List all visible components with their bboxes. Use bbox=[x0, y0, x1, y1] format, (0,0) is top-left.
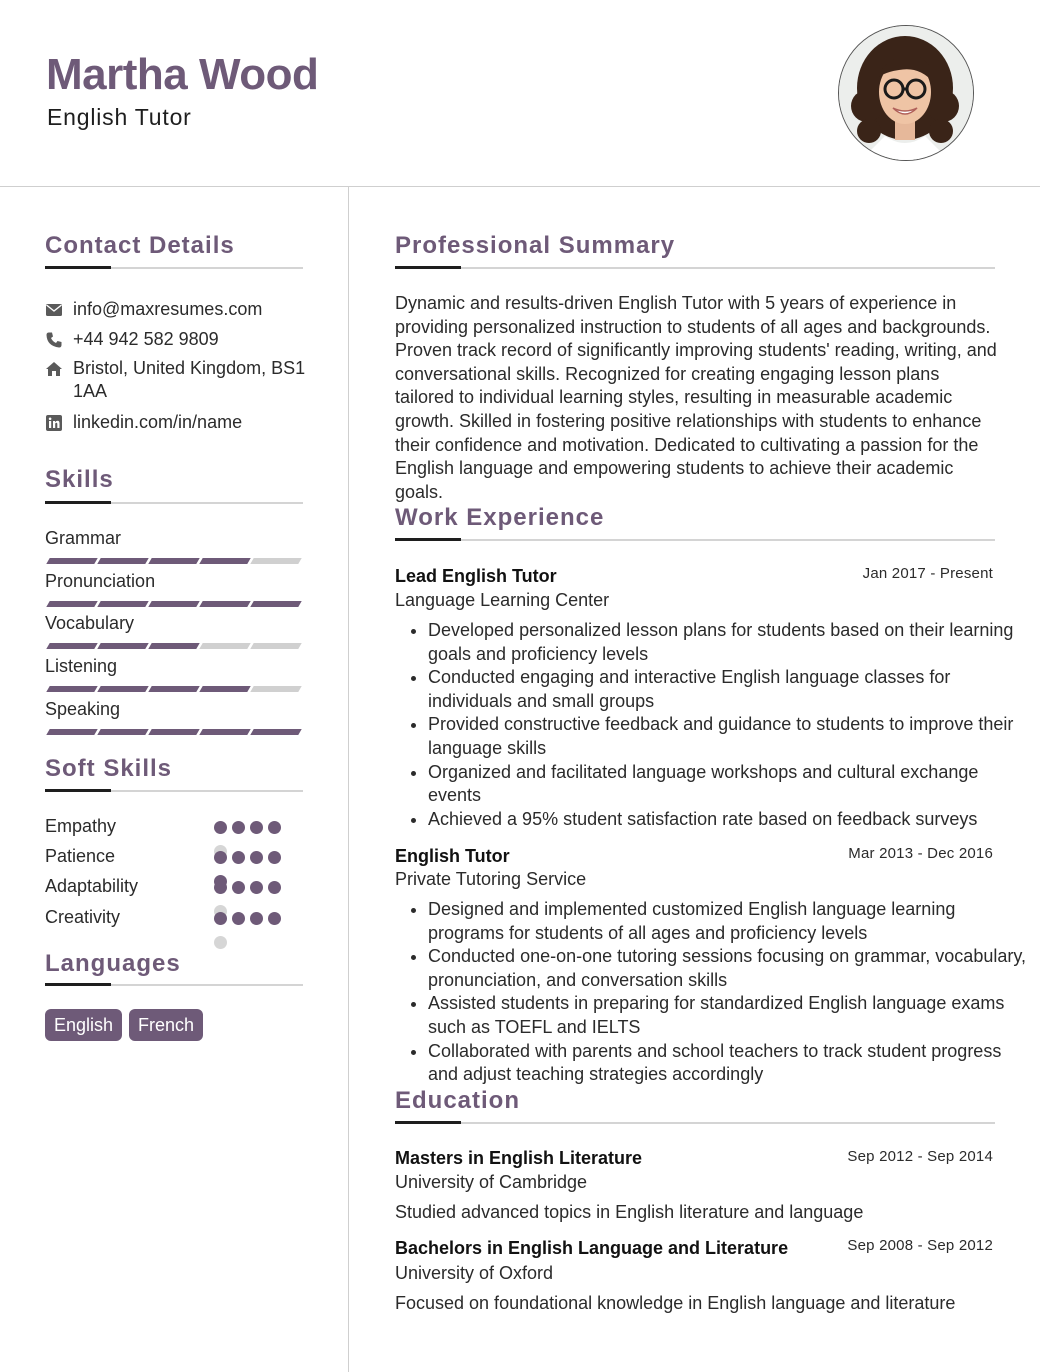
skill-level-segment bbox=[199, 643, 250, 649]
job-bullet: • Conducted engaging and interactive English language classes for individuals and small groups bbox=[428, 666, 1028, 713]
skill-label: Listening bbox=[45, 656, 118, 676]
language-tag-french: French bbox=[129, 1009, 203, 1041]
skill-level-segment bbox=[97, 558, 148, 564]
skill-level-segment bbox=[97, 601, 148, 607]
soft-skills-section-title: Soft Skills bbox=[45, 755, 173, 782]
skills-section-title: Skills bbox=[45, 466, 114, 493]
skill-label: Speaking bbox=[45, 699, 121, 719]
education-degree-1: Masters in English Literature bbox=[395, 1148, 643, 1168]
soft-skill-dot bbox=[232, 821, 245, 834]
education-school-2: University of Oxford bbox=[395, 1263, 554, 1283]
languages-section-title: Languages bbox=[45, 950, 181, 977]
job-date-2: Mar 2013 - Dec 2016 bbox=[848, 845, 993, 862]
skill-level-segment bbox=[250, 601, 301, 607]
column-divider bbox=[348, 187, 349, 1372]
language-tag-english: English bbox=[45, 1009, 122, 1041]
contact-section-title: Contact Details bbox=[45, 232, 235, 259]
education-date-1: Sep 2012 - Sep 2014 bbox=[847, 1148, 993, 1165]
skill-level-segment bbox=[46, 643, 97, 649]
skills-section-rule bbox=[45, 502, 303, 504]
skill-label: Vocabulary bbox=[45, 613, 135, 633]
soft-skill-dot bbox=[232, 881, 245, 894]
skill-level-segment bbox=[148, 643, 199, 649]
soft-skill-dot bbox=[268, 851, 281, 864]
candidate-title: English Tutor bbox=[47, 104, 192, 130]
job-bullets-1 bbox=[395, 619, 1028, 831]
soft-skill-dot bbox=[268, 912, 281, 925]
profile-photo bbox=[838, 25, 974, 161]
job-title-1: Lead English Tutor bbox=[395, 566, 557, 586]
education-desc-2: Focused on foundational knowledge in English language and literature bbox=[395, 1293, 956, 1313]
soft-skill-dot bbox=[268, 821, 281, 834]
soft-skill-dot bbox=[214, 821, 227, 834]
skill-level-segment bbox=[199, 558, 250, 564]
education-school-1: University of Cambridge bbox=[395, 1172, 588, 1192]
education-date-2: Sep 2008 - Sep 2012 bbox=[847, 1237, 993, 1254]
soft-skill-label: Empathy bbox=[45, 816, 117, 836]
skill-level-segment bbox=[199, 601, 250, 607]
education-degree-2: Bachelors in English Language and Literature bbox=[395, 1238, 789, 1258]
education-section-rule bbox=[395, 1122, 995, 1124]
soft-skill-label: Adaptability bbox=[45, 876, 139, 896]
education-section-title: Education bbox=[395, 1087, 521, 1114]
experience-section-rule bbox=[395, 539, 995, 541]
job-bullet: • Assisted students in preparing for standardized English language exams such as TOEFL and IELTS bbox=[428, 992, 1028, 1039]
job-title-2: English Tutor bbox=[395, 846, 510, 866]
contact-linkedin-text: linkedin.com/in/name bbox=[73, 412, 243, 432]
job-bullet: • Achieved a 95% student satisfaction rate based on feedback surveys bbox=[428, 808, 1028, 832]
job-bullet: • Designed and implemented customized English language learning programs for students of all ages and proficiency levels bbox=[428, 898, 1028, 945]
languages-section-rule bbox=[45, 984, 303, 986]
skill-level-bar bbox=[45, 686, 305, 692]
skill-level-segment bbox=[97, 729, 148, 735]
soft-skill-dot bbox=[250, 851, 263, 864]
soft-skill-dot bbox=[232, 851, 245, 864]
job-date-1: Jan 2017 - Present bbox=[862, 565, 993, 582]
soft-skill-dot bbox=[214, 881, 227, 894]
skill-level-segment bbox=[46, 729, 97, 735]
skill-level-bar bbox=[45, 601, 305, 607]
skill-level-segment bbox=[46, 686, 97, 692]
job-org-2: Private Tutoring Service bbox=[395, 869, 587, 889]
home-icon bbox=[45, 360, 63, 378]
soft-skill-dot bbox=[214, 936, 227, 949]
summary-section-rule bbox=[395, 267, 995, 269]
skill-level-segment bbox=[97, 643, 148, 649]
linkedin-icon bbox=[45, 414, 63, 432]
soft-skill-label: Patience bbox=[45, 846, 116, 866]
education-desc-1: Studied advanced topics in English literature and language bbox=[395, 1202, 864, 1222]
skill-level-segment bbox=[199, 686, 250, 692]
job-bullets-2 bbox=[395, 898, 1028, 1087]
job-bullet: • Conducted one-on-one tutoring sessions focusing on grammar, vocabulary, pronunciation, and conversation skills bbox=[428, 945, 1028, 992]
soft-skill-dot bbox=[268, 881, 281, 894]
skill-level-segment bbox=[46, 558, 97, 564]
contact-section-rule bbox=[45, 267, 303, 269]
soft-skill-dot bbox=[214, 912, 227, 925]
contact-phone-text: +44 942 582 9809 bbox=[73, 329, 219, 349]
skill-level-segment bbox=[148, 686, 199, 692]
job-bullet: • Organized and facilitated language workshops and cultural exchange events bbox=[428, 761, 1028, 808]
soft-skill-label: Creativity bbox=[45, 907, 121, 927]
summary-text: Dynamic and results-driven English Tutor with 5 years of experience in providing personalized instruction to students of all ages and backgrounds. Proven track record of significantly improving students' reading, writing, and conversational skills. Recognized for creating engaging lesson plans tailored to individual learning styles, resulting in measurable academic growth. Skilled in fostering positive relationships with students to enhance their confidence and motivation. Dedicated to cultivating a passion for the English language and empowering students to achieve their academic goals. bbox=[395, 293, 997, 502]
soft-skills-section-rule bbox=[45, 790, 303, 792]
skill-level-segment bbox=[250, 686, 301, 692]
summary-section-title: Professional Summary bbox=[395, 232, 676, 259]
skill-level-segment bbox=[97, 686, 148, 692]
skill-level-bar bbox=[45, 643, 305, 649]
skill-level-segment bbox=[250, 729, 301, 735]
candidate-name: Martha Wood bbox=[46, 50, 319, 99]
soft-skill-dot bbox=[232, 912, 245, 925]
soft-skill-dot bbox=[250, 821, 263, 834]
skill-level-segment bbox=[148, 558, 199, 564]
skill-label: Grammar bbox=[45, 528, 121, 548]
envelope-icon bbox=[45, 301, 63, 319]
skill-level-segment bbox=[199, 729, 250, 735]
skill-level-segment bbox=[250, 558, 301, 564]
experience-section-title: Work Experience bbox=[395, 504, 605, 531]
resume-header bbox=[0, 0, 1040, 187]
soft-skill-dot bbox=[250, 881, 263, 894]
skill-level-bar bbox=[45, 729, 305, 735]
soft-skill-dot bbox=[214, 851, 227, 864]
job-bullet: • Collaborated with parents and school teachers to track student progress and adjust teaching strategies accordingly bbox=[428, 1040, 1028, 1087]
skill-level-segment bbox=[250, 643, 301, 649]
contact-email-text: info@maxresumes.com bbox=[73, 299, 263, 319]
skill-level-segment bbox=[46, 601, 97, 607]
contact-address-text: Bristol, United Kingdom, BS1 1AA bbox=[73, 358, 306, 401]
skill-level-bar bbox=[45, 558, 305, 564]
job-org-1: Language Learning Center bbox=[395, 590, 610, 610]
skill-level-segment bbox=[148, 729, 199, 735]
soft-skill-dot bbox=[250, 912, 263, 925]
job-bullet: • Provided constructive feedback and guidance to students to improve their language skills bbox=[428, 713, 1028, 760]
job-bullet: • Developed personalized lesson plans for students based on their learning goals and proficiency levels bbox=[428, 619, 1028, 666]
skill-label: Pronunciation bbox=[45, 571, 156, 591]
phone-icon bbox=[45, 331, 63, 349]
skill-level-segment bbox=[148, 601, 199, 607]
